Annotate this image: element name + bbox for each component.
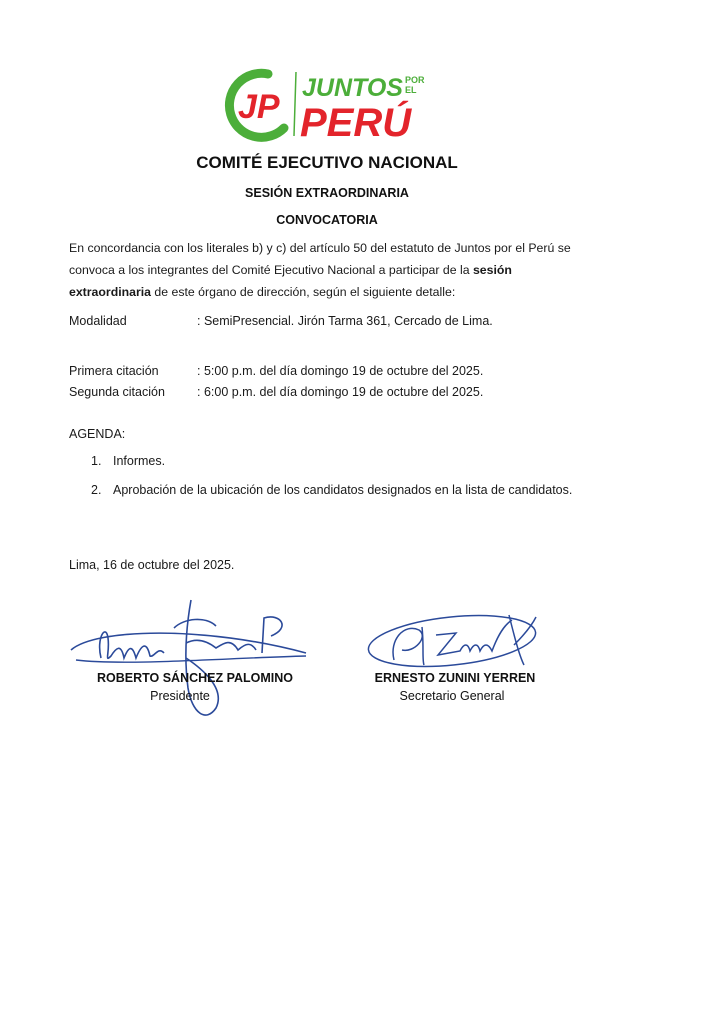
detail-value: : SemiPresencial. Jirón Tarma 361, Cercado de Lima. [197,314,493,328]
detail-segunda-citacion [69,385,483,399]
signature-president [66,598,316,723]
signatory-role: Presidente [150,689,210,703]
signature-secretary [364,605,544,675]
detail-value: : 6:00 p.m. del día domingo 19 de octubre del 2025. [197,385,484,399]
detail-label: Primera citación [69,364,159,378]
signatory-role: Secretario General [399,689,505,703]
agenda-item [91,451,587,472]
detail-label: Segunda citación [69,385,165,399]
logo-juntos: JUNTOS [302,74,403,102]
detail-label: Modalidad [69,314,127,328]
party-logo [222,66,442,142]
logo-divider [294,72,296,136]
intro-text-1: En concordancia con los literales b) y c) del artículo 50 del estatuto de Juntos por el Perú se convoca a los integrantes del Comité Ejecutivo Nacional a participar de la [69,241,571,277]
logo-peru: PERÚ [300,101,412,142]
detail-primera-citacion [69,364,483,378]
document-title: COMITÉ EJECUTIVO NACIONAL [196,153,458,172]
logo-el: EL [405,85,417,95]
agenda-item-number: 1. [91,454,102,468]
agenda-item-text: Aprobación de la ubicación de los candidatos designados en la lista de candidatos. [113,483,573,497]
agenda-title: AGENDA: [69,427,126,441]
detail-value: : 5:00 p.m. del día domingo 19 de octubre del 2025. [197,364,484,378]
convocation-heading: CONVOCATORIA [276,213,378,227]
intro-paragraph [69,237,589,303]
agenda-item-number: 2. [91,483,102,497]
signatory-name: ERNESTO ZUNINI YERREN [374,671,536,685]
detail-modalidad [69,314,493,328]
logo-por: POR [405,75,425,85]
agenda-item-text: Informes. [113,454,166,468]
intro-text-2: de este órgano de dirección, según el siguiente detalle: [151,285,456,299]
agenda-item [91,480,587,501]
date-line: Lima, 16 de octubre del 2025. [69,558,235,572]
intro-bold: sesión extraordinaria [69,263,512,299]
signatory-name: ROBERTO SÁNCHEZ PALOMINO [96,671,294,685]
session-type: SESIÓN EXTRAORDINARIA [245,186,409,200]
logo-mark: JP [238,88,280,126]
